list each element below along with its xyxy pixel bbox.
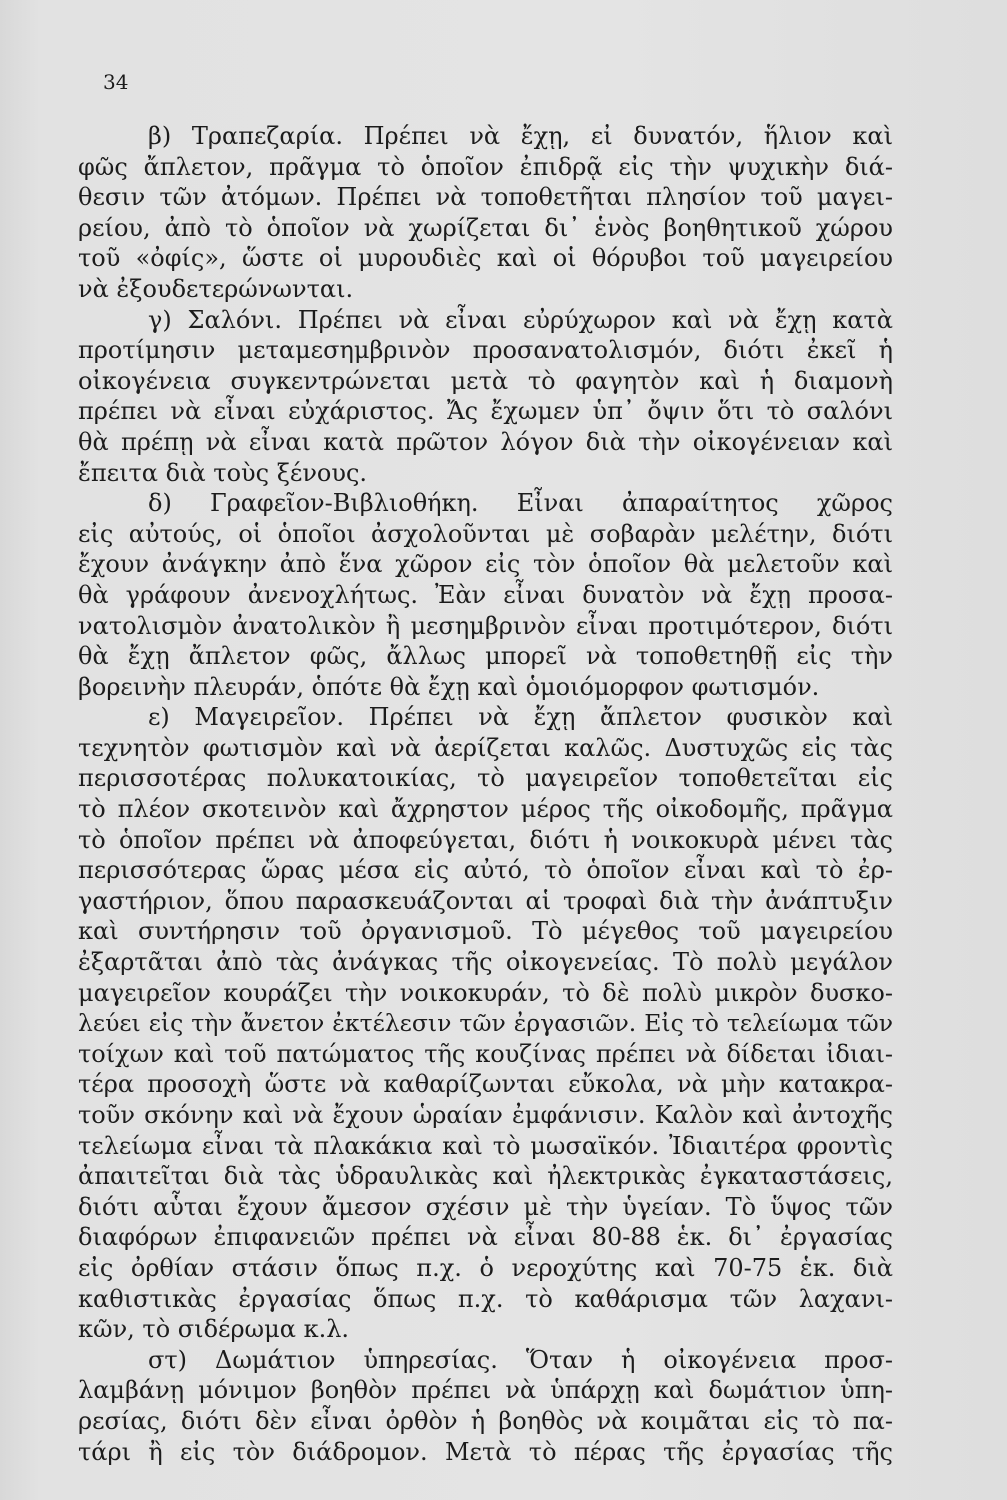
text-line: λαμβάνῃ μόνιμον βοηθὸν πρέπει νὰ ὑπάρχῃ καὶ δωμάτιον ὑπη- <box>78 1376 893 1405</box>
text-line: μαγειρεῖον κουράζει τὴν νοικοκυράν, τὸ δὲ πολὺ μικρὸν δυσκο- <box>78 978 893 1007</box>
text-line: ἔχουν ἀνάγκην ἀπὸ ἕνα χῶρον εἰς τὸν ὁποῖον θὰ μελετοῦν καὶ <box>78 550 893 579</box>
text-line: εἰς αὐτούς, οἱ ὁποῖοι ἀσχολοῦνται μὲ σοβαρὰν μελέτην, διότι <box>78 519 893 548</box>
text-line: φῶς ἄπλετον, πρᾶγμα τὸ ὁποῖον ἐπιδρᾷ εἰς τὴν ψυχικὴν διά- <box>78 152 893 181</box>
text-line: γαστήριον, ὅπου παρασκευάζονται αἱ τροφαὶ διὰ τὴν ἀνάπτυξιν <box>78 886 893 915</box>
text-line: τοίχων καὶ τοῦ πατώματος τῆς κουζίνας πρέπει νὰ δίδεται ἰδιαι- <box>78 1039 893 1068</box>
text-line: τελείωμα εἶναι τὰ πλακάκια καὶ τὸ μωσαϊκόν. Ἰδιαιτέρα φροντὶς <box>78 1131 893 1160</box>
text-line: τεχνητὸν φωτισμὸν καὶ νὰ ἀερίζεται καλῶς. Δυστυχῶς εἰς τὰς <box>78 733 893 762</box>
text-line: γ) Σαλόνι. Πρέπει νὰ εἶναι εὐρύχωρον καὶ νὰ ἔχῃ κατὰ <box>148 305 893 334</box>
text-line: τέρα προσοχὴ ὥστε νὰ καθαρίζωνται εὔκολα, νὰ μὴν κατακρα- <box>78 1070 893 1099</box>
text-line: διότι αὗται ἔχουν ἄμεσον σχέσιν μὲ τὴν ὑγείαν. Τὸ ὕψος τῶν <box>78 1192 893 1221</box>
text-line: διαφόρων ἐπιφανειῶν πρέπει νὰ εἶναι 80-88 ἑκ. δι᾿ ἐργασίας <box>78 1223 893 1252</box>
text-line: δ) Γραφεῖον-Βιβλιοθήκη. Εἶναι ἀπαραίτητος χῶρος <box>148 489 893 518</box>
text-line: στ) Δωμάτιον ὑπηρεσίας. Ὅταν ἡ οἰκογένεια προσ- <box>148 1345 893 1374</box>
text-line: ρείου, ἀπὸ τὸ ὁποῖον νὰ χωρίζεται δι᾿ ἑνὸς βοηθητικοῦ χώρου <box>78 213 893 242</box>
text-line: προτίμησιν μεταμεσημβρινὸν προσανατολισμόν, διότι ἐκεῖ ἡ <box>78 336 893 365</box>
text-line: β) Τραπεζαρία. Πρέπει νὰ ἔχῃ, εἰ δυνατόν, ἥλιον καὶ <box>148 122 893 150</box>
text-line: εἰς ὀρθίαν στάσιν ὅπως π.χ. ὁ νεροχύτης καὶ 70-75 ἑκ. διὰ <box>78 1253 893 1282</box>
text-line: τὸ ὁποῖον πρέπει νὰ ἀποφεύγεται, διότι ἡ νοικοκυρὰ μένει τὰς <box>78 825 893 854</box>
text-line: κῶν, τὸ σιδέρωμα κ.λ. <box>78 1315 350 1344</box>
text-line: θὰ πρέπῃ νὰ εἶναι κατὰ πρῶτον λόγον διὰ τὴν οἰκογένειαν καὶ <box>78 427 893 456</box>
text-line: τοῦ «ὀφίς», ὥστε οἱ μυρουδιὲς καὶ οἱ θόρυβοι τοῦ μαγειρείου <box>78 244 893 273</box>
text-line: θεσιν τῶν ἀτόμων. Πρέπει νὰ τοποθετῆται πλησίον τοῦ μαγει- <box>78 183 893 212</box>
body-text <box>78 121 893 1467</box>
text-line: ἐξαρτᾶται ἀπὸ τὰς ἀνάγκας τῆς οἰκογενείας. Τὸ πολὺ μεγάλον <box>78 948 893 977</box>
text-line: τοῦν σκόνην καὶ νὰ ἔχουν ὡραίαν ἐμφάνισιν. Καλὸν καὶ ἀντοχῆς <box>78 1101 893 1129</box>
page-number: 34 <box>103 70 129 94</box>
text-line: βορεινὴν πλευράν, ὁπότε θὰ ἔχῃ καὶ ὁμοιόμορφον φωτισμόν. <box>78 672 820 701</box>
text-line: ἔπειτα διὰ τοὺς ξένους. <box>78 458 368 487</box>
text-line: νατολισμὸν ἀνατολικὸν ἢ μεσημβρινὸν εἶναι προτιμότερον, διότι <box>78 611 893 640</box>
text-line: θὰ γράφουν ἀνενοχλήτως. Ἐὰν εἶναι δυνατὸν νὰ ἔχῃ προσα- <box>78 580 893 609</box>
text-line: τάρι ἢ εἰς τὸν διάδρομον. Μετὰ τὸ πέρας τῆς ἐργασίας τῆς <box>78 1437 893 1466</box>
text-line: πρέπει νὰ εἶναι εὐχάριστος. Ἄς ἔχωμεν ὑπ᾿ ὄψιν ὅτι τὸ σαλόνι <box>78 397 893 426</box>
text-line: οἰκογένεια συγκεντρώνεται μετὰ τὸ φαγητὸν καὶ ἡ διαμονὴ <box>78 366 893 395</box>
text-line: λεύει εἰς τὴν ἄνετον ἐκτέλεσιν τῶν ἐργασιῶν. Εἰς τὸ τελείωμα τῶν <box>78 1009 893 1038</box>
text-line: ρεσίας, διότι δὲν εἶναι ὀρθὸν ἡ βοηθὸς νὰ κοιμᾶται εἰς τὸ πα- <box>78 1406 893 1435</box>
text-line: καὶ συντήρησιν τοῦ ὀργανισμοῦ. Τὸ μέγεθος τοῦ μαγειρείου <box>78 917 893 946</box>
text-line: τὸ πλέον σκοτεινὸν καὶ ἄχρηστον μέρος τῆς οἰκοδομῆς, πρᾶγμα <box>78 795 893 824</box>
text-line: περισσότερας ὥρας μέσα εἰς αὐτό, τὸ ὁποῖον εἶναι καὶ τὸ ἐρ- <box>78 856 893 885</box>
text-line: καθιστικὰς ἐργασίας ὅπως π.χ. τὸ καθάρισμα τῶν λαχανι- <box>78 1284 893 1313</box>
text-line: περισσοτέρας πολυκατοικίας, τὸ μαγειρεῖον τοποθετεῖται εἰς <box>78 764 893 793</box>
text-line: ε) Μαγειρεῖον. Πρέπει νὰ ἔχῃ ἄπλετον φυσικὸν καὶ <box>148 703 893 732</box>
text-line: θὰ ἔχῃ ἄπλετον φῶς, ἄλλως μπορεῖ νὰ τοποθετηθῇ εἰς τὴν <box>78 642 893 671</box>
text-line: νὰ ἐξουδετερώνωνται. <box>78 274 354 303</box>
text-line: ἀπαιτεῖται διὰ τὰς ὑδραυλικὰς καὶ ἠλεκτρικὰς ἐγκαταστάσεις, <box>78 1162 893 1191</box>
